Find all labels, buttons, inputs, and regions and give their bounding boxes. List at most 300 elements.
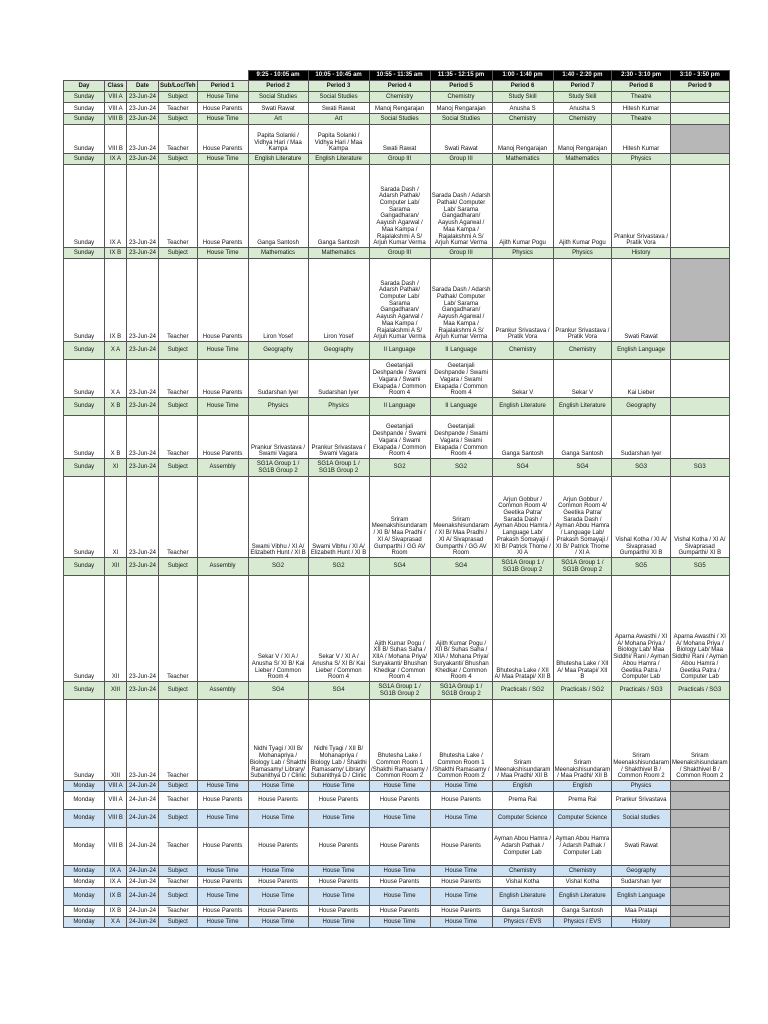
schedule-row bbox=[64, 103, 730, 114]
cell: Group III bbox=[369, 154, 430, 165]
cell: Chemistry bbox=[492, 114, 553, 125]
schedule-row bbox=[64, 877, 730, 888]
cell: 24-Jun-24 bbox=[127, 810, 159, 828]
cell: 23-Jun-24 bbox=[127, 459, 159, 477]
cell: Subject bbox=[159, 342, 198, 360]
cell: Teacher bbox=[159, 906, 198, 917]
cell: Manoj Rengarajan bbox=[369, 103, 430, 114]
cell: Period 4 bbox=[369, 81, 430, 92]
cell: 24-Jun-24 bbox=[127, 888, 159, 906]
cell: SG2 bbox=[308, 558, 369, 576]
cell: Sudarshan Iyer bbox=[308, 360, 369, 398]
schedule-row bbox=[64, 398, 730, 416]
cell: X A bbox=[105, 917, 127, 928]
cell bbox=[670, 917, 729, 928]
cell: Assembly bbox=[197, 558, 248, 576]
cell: Geography bbox=[612, 866, 671, 877]
cell: 8:40 - 9:20 am bbox=[197, 71, 248, 81]
cell: House Time bbox=[369, 810, 430, 828]
cell: House Parents bbox=[369, 828, 430, 866]
cell: Chemistry bbox=[553, 342, 612, 360]
cell: 23-Jun-24 bbox=[127, 682, 159, 700]
cell bbox=[105, 71, 127, 81]
cell: VIII B bbox=[105, 114, 127, 125]
cell: House Parents bbox=[248, 877, 308, 888]
cell: X B bbox=[105, 416, 127, 459]
cell: Sunday bbox=[64, 398, 105, 416]
cell: X A bbox=[105, 342, 127, 360]
cell: Art bbox=[248, 114, 308, 125]
cell: Geography bbox=[248, 342, 308, 360]
cell: Period 9 bbox=[670, 81, 729, 92]
schedule-row bbox=[64, 92, 730, 103]
cell: Sunday bbox=[64, 248, 105, 259]
cell: Liron Yosef bbox=[248, 259, 308, 342]
cell: Papita Solanki / Vidhya Hari / Maa Kampa bbox=[248, 125, 308, 154]
cell: 23-Jun-24 bbox=[127, 259, 159, 342]
cell: Ayman Abou Hamra / Adarsh Pathak / Computer Lab bbox=[553, 828, 612, 866]
cell: II Language bbox=[369, 398, 430, 416]
cell: Sunday bbox=[64, 477, 105, 558]
cell: Prankur Srivastava / Pratik Vora bbox=[553, 259, 612, 342]
cell: Subject bbox=[159, 810, 198, 828]
cell: Swati Rawat bbox=[308, 103, 369, 114]
cell: Geography bbox=[612, 398, 671, 416]
cell: House Time bbox=[248, 781, 308, 792]
schedule-row bbox=[64, 682, 730, 700]
cell: Swati Rawat bbox=[248, 103, 308, 114]
cell: Physics bbox=[612, 154, 671, 165]
cell: SG1A Group 1 / SG1B Group 2 bbox=[248, 459, 308, 477]
cell: Sub/Loc/Teh bbox=[159, 81, 198, 92]
cell: 24-Jun-24 bbox=[127, 906, 159, 917]
cell: Prankur Srivastava / Swami Vagara bbox=[308, 416, 369, 459]
cell: Subject bbox=[159, 459, 198, 477]
cell: English Language bbox=[612, 888, 671, 906]
cell: Chemistry bbox=[492, 866, 553, 877]
cell: Practicals / SG3 bbox=[670, 682, 729, 700]
cell: Sriram Meenakshisundaram / Shakthivel B / Common Room 2 bbox=[612, 700, 671, 781]
cell: Monday bbox=[64, 781, 105, 792]
cell: House Time bbox=[308, 888, 369, 906]
cell: Subject bbox=[159, 154, 198, 165]
cell: XI bbox=[105, 459, 127, 477]
cell: XII bbox=[105, 558, 127, 576]
cell: Day bbox=[64, 81, 105, 92]
cell: SG2 bbox=[430, 459, 492, 477]
cell: Monday bbox=[64, 810, 105, 828]
cell: Kai Lieber bbox=[612, 360, 671, 398]
cell: Sunday bbox=[64, 154, 105, 165]
schedule-row bbox=[64, 125, 730, 154]
cell: X B bbox=[105, 398, 127, 416]
cell: House Time bbox=[369, 888, 430, 906]
cell: 24-Jun-24 bbox=[127, 781, 159, 792]
cell: SG4 bbox=[248, 682, 308, 700]
cell: SG2 bbox=[369, 459, 430, 477]
cell: History bbox=[612, 248, 671, 259]
cell: 10:05 - 10:45 am bbox=[308, 71, 369, 81]
cell: Chemistry bbox=[492, 342, 553, 360]
cell: English Literature bbox=[553, 398, 612, 416]
cell: Class bbox=[105, 81, 127, 92]
cell: Swati Rawat bbox=[430, 125, 492, 154]
cell: Social Studies bbox=[248, 92, 308, 103]
cell: Teacher bbox=[159, 792, 198, 810]
cell: Sunday bbox=[64, 558, 105, 576]
cell bbox=[670, 154, 729, 165]
cell: XI bbox=[105, 477, 127, 558]
cell bbox=[670, 828, 729, 866]
cell bbox=[670, 114, 729, 125]
cell: SG4 bbox=[553, 459, 612, 477]
cell: House Time bbox=[197, 917, 248, 928]
cell: Prankur Srivastava / Swami Vagara bbox=[248, 416, 308, 459]
cell: IX A bbox=[105, 866, 127, 877]
cell: House Parents bbox=[430, 792, 492, 810]
schedule-row bbox=[64, 459, 730, 477]
cell: Sarada Dash / Adarsh Pathak/ Computer Lab/ Sarama Gangadharan/ Aayush Agarwal / Maa Kampa / Rajalakshmi A S/ Arjun Kumar Verma bbox=[430, 165, 492, 248]
cell: Sunday bbox=[64, 114, 105, 125]
cell: Ganga Santosh bbox=[248, 165, 308, 248]
cell: Vishal Kotha / XI A/ Sivaprasad Gumparthi/ XI B bbox=[612, 477, 671, 558]
cell: English Language bbox=[612, 342, 671, 360]
cell: Mathematics bbox=[248, 248, 308, 259]
cell: SG1A Group 1 / SG1B Group 2 bbox=[553, 558, 612, 576]
cell: Subject bbox=[159, 558, 198, 576]
cell: Sarada Dash / Adarsh Pathak/ Computer Lab/ Sarama Gangadharan/ Aayush Agarwal / Maa Kampa / Rajalakshmi A S/ Arjun Kumar Verma bbox=[369, 165, 430, 248]
cell: Sudarshan Iyer bbox=[248, 360, 308, 398]
cell: English bbox=[553, 781, 612, 792]
cell: Sarada Dash / Adarsh Pathak/ Computer Lab/ Sarama Gangadharan/ Aayush Agarwal / Maa Kampa / Rajalakshmi A S/ Arjun Kumar Verma bbox=[369, 259, 430, 342]
cell: Swami Vibhu / XI A/ Elizabeth Hunt / XI B bbox=[248, 477, 308, 558]
cell: Period 5 bbox=[430, 81, 492, 92]
cell: 10:55 - 11:35 am bbox=[369, 71, 430, 81]
cell: IX A bbox=[105, 877, 127, 888]
cell: Teacher bbox=[159, 416, 198, 459]
cell: 23-Jun-24 bbox=[127, 125, 159, 154]
cell: Period 7 bbox=[553, 81, 612, 92]
cell: Ganga Santosh bbox=[492, 416, 553, 459]
cell: House Time bbox=[430, 781, 492, 792]
cell bbox=[670, 360, 729, 398]
cell: Monday bbox=[64, 866, 105, 877]
cell: Teacher bbox=[159, 125, 198, 154]
cell: Physics bbox=[308, 398, 369, 416]
cell: House Parents bbox=[197, 125, 248, 154]
cell: House Time bbox=[197, 154, 248, 165]
cell: IX A bbox=[105, 154, 127, 165]
cell bbox=[64, 71, 105, 81]
cell: House Parents bbox=[369, 792, 430, 810]
cell: 23-Jun-24 bbox=[127, 165, 159, 248]
cell: Group III bbox=[430, 248, 492, 259]
cell: IX B bbox=[105, 906, 127, 917]
cell bbox=[670, 165, 729, 248]
cell: Sekar V bbox=[492, 360, 553, 398]
cell: House Time bbox=[197, 781, 248, 792]
cell: IX A bbox=[105, 165, 127, 248]
cell: Computer Science bbox=[492, 810, 553, 828]
cell bbox=[670, 792, 729, 810]
cell: Swati Rawat bbox=[612, 259, 671, 342]
cell: XII bbox=[105, 576, 127, 682]
cell: House Parents bbox=[197, 906, 248, 917]
cell: VIII A bbox=[105, 103, 127, 114]
cell: House Parents bbox=[369, 906, 430, 917]
cell: SG1A Group 1 / SG1B Group 2 bbox=[308, 459, 369, 477]
cell: Date bbox=[127, 81, 159, 92]
cell: Bhutesha Lake / XII A/ Maa Pratapi/ XII B bbox=[553, 576, 612, 682]
cell: 23-Jun-24 bbox=[127, 398, 159, 416]
cell: House Parents bbox=[197, 103, 248, 114]
cell: Ganga Santosh bbox=[492, 906, 553, 917]
cell: Sriram Meenakshisundaram / Maa Pradhi/ XII B bbox=[492, 700, 553, 781]
cell: Physics / EVS bbox=[553, 917, 612, 928]
cell: Ajith Kumar Pogu / XII B/ Suhas Saha / XIIA / Mohana Priya/ Suryakanti/ Bhushan Khedkar / Common Room 4 bbox=[430, 576, 492, 682]
cell: House Time bbox=[197, 342, 248, 360]
cell: 24-Jun-24 bbox=[127, 866, 159, 877]
timetable-sheet bbox=[63, 70, 730, 928]
cell: SG4 bbox=[308, 682, 369, 700]
cell: House Time bbox=[430, 810, 492, 828]
cell: Sriram Meenakshisundaram / Maa Pradhi/ XII B bbox=[553, 700, 612, 781]
cell: Prema Rai bbox=[553, 792, 612, 810]
cell: Aparna Awasthi / XI A/ Mohana Priya / Biology Lab/ Maa Siddhi/ Rani / Ayman Abou Hamra / Geetika Patra / Computer Lab bbox=[670, 576, 729, 682]
schedule-row bbox=[64, 248, 730, 259]
cell: Teacher bbox=[159, 259, 198, 342]
cell: Sudarshan Iyer bbox=[612, 877, 671, 888]
cell: House Time bbox=[197, 398, 248, 416]
cell: Teacher bbox=[159, 477, 198, 558]
cell: 23-Jun-24 bbox=[127, 700, 159, 781]
cell: Study Skill bbox=[553, 92, 612, 103]
cell: House Time bbox=[369, 781, 430, 792]
timetable-grid bbox=[63, 70, 730, 928]
cell: 23-Jun-24 bbox=[127, 558, 159, 576]
cell bbox=[670, 888, 729, 906]
schedule-row bbox=[64, 828, 730, 866]
cell: House Parents bbox=[430, 877, 492, 888]
cell: Period 2 bbox=[248, 81, 308, 92]
cell: SG3 bbox=[670, 459, 729, 477]
cell: 9:25 - 10:05 am bbox=[248, 71, 308, 81]
cell: History bbox=[612, 917, 671, 928]
cell: Chemistry bbox=[553, 866, 612, 877]
cell: Subject bbox=[159, 248, 198, 259]
cell: Papita Solanki / Vidhya Hari / Maa Kampa bbox=[308, 125, 369, 154]
cell: SG5 bbox=[670, 558, 729, 576]
schedule-row bbox=[64, 576, 730, 682]
cell: Monday bbox=[64, 888, 105, 906]
cell: Arjun Gobbur / Common Room 4/ Geetika Patra/ Sarada Dash / Ayman Abou Hamra / Language Lab/ Prakash Somayaji / XI B/ Patrick Thome / XI A bbox=[553, 477, 612, 558]
cell: 23-Jun-24 bbox=[127, 114, 159, 125]
cell: II Language bbox=[369, 342, 430, 360]
cell: Chemistry bbox=[553, 114, 612, 125]
cell: Geetanjali Deshpande / Swami Vagara / Swami Ekapada / Common Room 4 bbox=[369, 360, 430, 398]
cell: 24-Jun-24 bbox=[127, 828, 159, 866]
cell: Geetanjali Deshpande / Swami Vagara / Swami Ekapada / Common Room 4 bbox=[430, 360, 492, 398]
cell: Physics / EVS bbox=[492, 917, 553, 928]
cell: House Time bbox=[369, 866, 430, 877]
time-slot-row bbox=[64, 71, 730, 81]
cell: Ganga Santosh bbox=[553, 906, 612, 917]
cell: 23-Jun-24 bbox=[127, 154, 159, 165]
cell: Group III bbox=[369, 248, 430, 259]
cell: 2:30 - 3:10 pm bbox=[612, 71, 671, 81]
schedule-row bbox=[64, 342, 730, 360]
cell: Swati Rawat bbox=[369, 125, 430, 154]
cell: SG1A Group 1 / SG1B Group 2 bbox=[430, 682, 492, 700]
cell: 23-Jun-24 bbox=[127, 576, 159, 682]
cell: SG5 bbox=[612, 558, 671, 576]
cell: English Literature bbox=[492, 398, 553, 416]
cell: Period 1 bbox=[197, 81, 248, 92]
cell: Prankur Srivastava / Pratik Vora bbox=[612, 165, 671, 248]
cell: Group III bbox=[430, 154, 492, 165]
cell bbox=[670, 906, 729, 917]
cell: House Parents bbox=[248, 792, 308, 810]
schedule-row bbox=[64, 558, 730, 576]
cell: SG4 bbox=[492, 459, 553, 477]
cell: VIII A bbox=[105, 781, 127, 792]
cell: Monday bbox=[64, 906, 105, 917]
cell: Sunday bbox=[64, 576, 105, 682]
cell: VIII B bbox=[105, 828, 127, 866]
cell: House Parents bbox=[197, 259, 248, 342]
cell: Sunday bbox=[64, 459, 105, 477]
cell: Subject bbox=[159, 682, 198, 700]
cell: House Time bbox=[430, 866, 492, 877]
cell bbox=[670, 125, 729, 154]
cell: Anusha S bbox=[492, 103, 553, 114]
cell: Bhutesha Lake / Common Room 1 /Shakthi Ramasamy / Common Room 2 bbox=[369, 700, 430, 781]
cell: House Time bbox=[197, 114, 248, 125]
cell: 24-Jun-24 bbox=[127, 917, 159, 928]
schedule-row bbox=[64, 792, 730, 810]
cell bbox=[197, 477, 248, 558]
cell: 3:10 - 3:50 pm bbox=[670, 71, 729, 81]
cell bbox=[670, 342, 729, 360]
cell: Chemistry bbox=[430, 92, 492, 103]
cell: Assembly bbox=[197, 682, 248, 700]
cell: Monday bbox=[64, 877, 105, 888]
cell: Sunday bbox=[64, 342, 105, 360]
cell: Geography bbox=[308, 342, 369, 360]
cell: Monday bbox=[64, 828, 105, 866]
cell: Social Studies bbox=[308, 92, 369, 103]
cell: Practicals / SG2 bbox=[492, 682, 553, 700]
cell: Chemistry bbox=[369, 92, 430, 103]
cell: Subject bbox=[159, 888, 198, 906]
cell: House Time bbox=[248, 866, 308, 877]
cell: Sunday bbox=[64, 125, 105, 154]
cell: Prankur Srivastava / Pratik Vora bbox=[492, 259, 553, 342]
cell: IX B bbox=[105, 259, 127, 342]
cell: X A bbox=[105, 360, 127, 398]
cell: Arjun Gobbur / Common Room 4/ Geetika Patra/ Sarada Dash / Ayman Abou Hamra / Language Lab/ Prakash Somayaji / XI B/ Patrick Thome / XI A bbox=[492, 477, 553, 558]
cell: Swami Vibhu / XI A/ Elizabeth Hunt / XI B bbox=[308, 477, 369, 558]
cell: Sudarshan Iyer bbox=[612, 416, 671, 459]
cell: Subject bbox=[159, 781, 198, 792]
cell: SG4 bbox=[369, 558, 430, 576]
cell: Prankur Srivastava bbox=[612, 792, 671, 810]
cell: II Language bbox=[430, 398, 492, 416]
cell: SG3 bbox=[612, 459, 671, 477]
cell: English Literature bbox=[308, 154, 369, 165]
cell bbox=[159, 71, 198, 81]
cell: English Literature bbox=[553, 888, 612, 906]
schedule-row bbox=[64, 866, 730, 877]
cell: SG4 bbox=[430, 558, 492, 576]
cell: Manoj Rengarajan bbox=[430, 103, 492, 114]
cell: Sunday bbox=[64, 259, 105, 342]
cell: Teacher bbox=[159, 828, 198, 866]
cell: House Parents bbox=[248, 828, 308, 866]
cell: House Parents bbox=[197, 416, 248, 459]
cell: II Language bbox=[430, 342, 492, 360]
cell: Teacher bbox=[159, 103, 198, 114]
cell bbox=[670, 259, 729, 342]
cell bbox=[670, 877, 729, 888]
cell: House Time bbox=[197, 866, 248, 877]
cell: Subject bbox=[159, 398, 198, 416]
cell: 23-Jun-24 bbox=[127, 360, 159, 398]
cell: House Parents bbox=[430, 828, 492, 866]
cell: Swati Rawat bbox=[612, 828, 671, 866]
cell: 1:40 - 2:20 pm bbox=[553, 71, 612, 81]
cell: Aparna Awasthi / XI A/ Mohana Priya / Biology Lab/ Maa Siddhi/ Rani / Ayman Abou Hamra / Geetika Patra / Computer Lab bbox=[612, 576, 671, 682]
cell: Anusha S bbox=[553, 103, 612, 114]
cell: Ganga Santosh bbox=[553, 416, 612, 459]
cell: Sekar V / XI A / Anusha S/ XI B/ Kai Lieber / Common Room 4 bbox=[248, 576, 308, 682]
cell: House Time bbox=[308, 810, 369, 828]
cell: 23-Jun-24 bbox=[127, 416, 159, 459]
cell: House Parents bbox=[308, 906, 369, 917]
cell: Social Studies bbox=[430, 114, 492, 125]
cell: Maa Pratapi bbox=[612, 906, 671, 917]
cell: House Time bbox=[308, 917, 369, 928]
cell: Sekar V / XI A / Anusha S/ XI B/ Kai Lieber / Common Room 4 bbox=[308, 576, 369, 682]
cell: Mathematics bbox=[308, 248, 369, 259]
cell: IX B bbox=[105, 888, 127, 906]
cell: Geetanjali Deshpande / Swami Vagara / Swami Ekapada / Common Room 4 bbox=[369, 416, 430, 459]
cell: Physics bbox=[492, 248, 553, 259]
schedule-row bbox=[64, 888, 730, 906]
cell: House Parents bbox=[308, 828, 369, 866]
cell: 11:35 - 12:15 pm bbox=[430, 71, 492, 81]
cell: Study Skill bbox=[492, 92, 553, 103]
cell: Liron Yosef bbox=[308, 259, 369, 342]
cell: Sunday bbox=[64, 165, 105, 248]
schedule-row bbox=[64, 360, 730, 398]
schedule-row bbox=[64, 154, 730, 165]
cell: Vishal Kotha bbox=[553, 877, 612, 888]
cell: XIII bbox=[105, 682, 127, 700]
cell: IX B bbox=[105, 248, 127, 259]
cell: House Time bbox=[369, 917, 430, 928]
cell: XIII bbox=[105, 700, 127, 781]
cell bbox=[670, 866, 729, 877]
cell bbox=[670, 398, 729, 416]
cell: Manoj Rengarajan bbox=[492, 125, 553, 154]
cell: Sunday bbox=[64, 103, 105, 114]
cell: Manoj Rengarajan bbox=[553, 125, 612, 154]
cell: Computer Science bbox=[553, 810, 612, 828]
cell: Ajith Kumar Pogu bbox=[553, 165, 612, 248]
cell: 23-Jun-24 bbox=[127, 477, 159, 558]
cell: House Parents bbox=[308, 792, 369, 810]
